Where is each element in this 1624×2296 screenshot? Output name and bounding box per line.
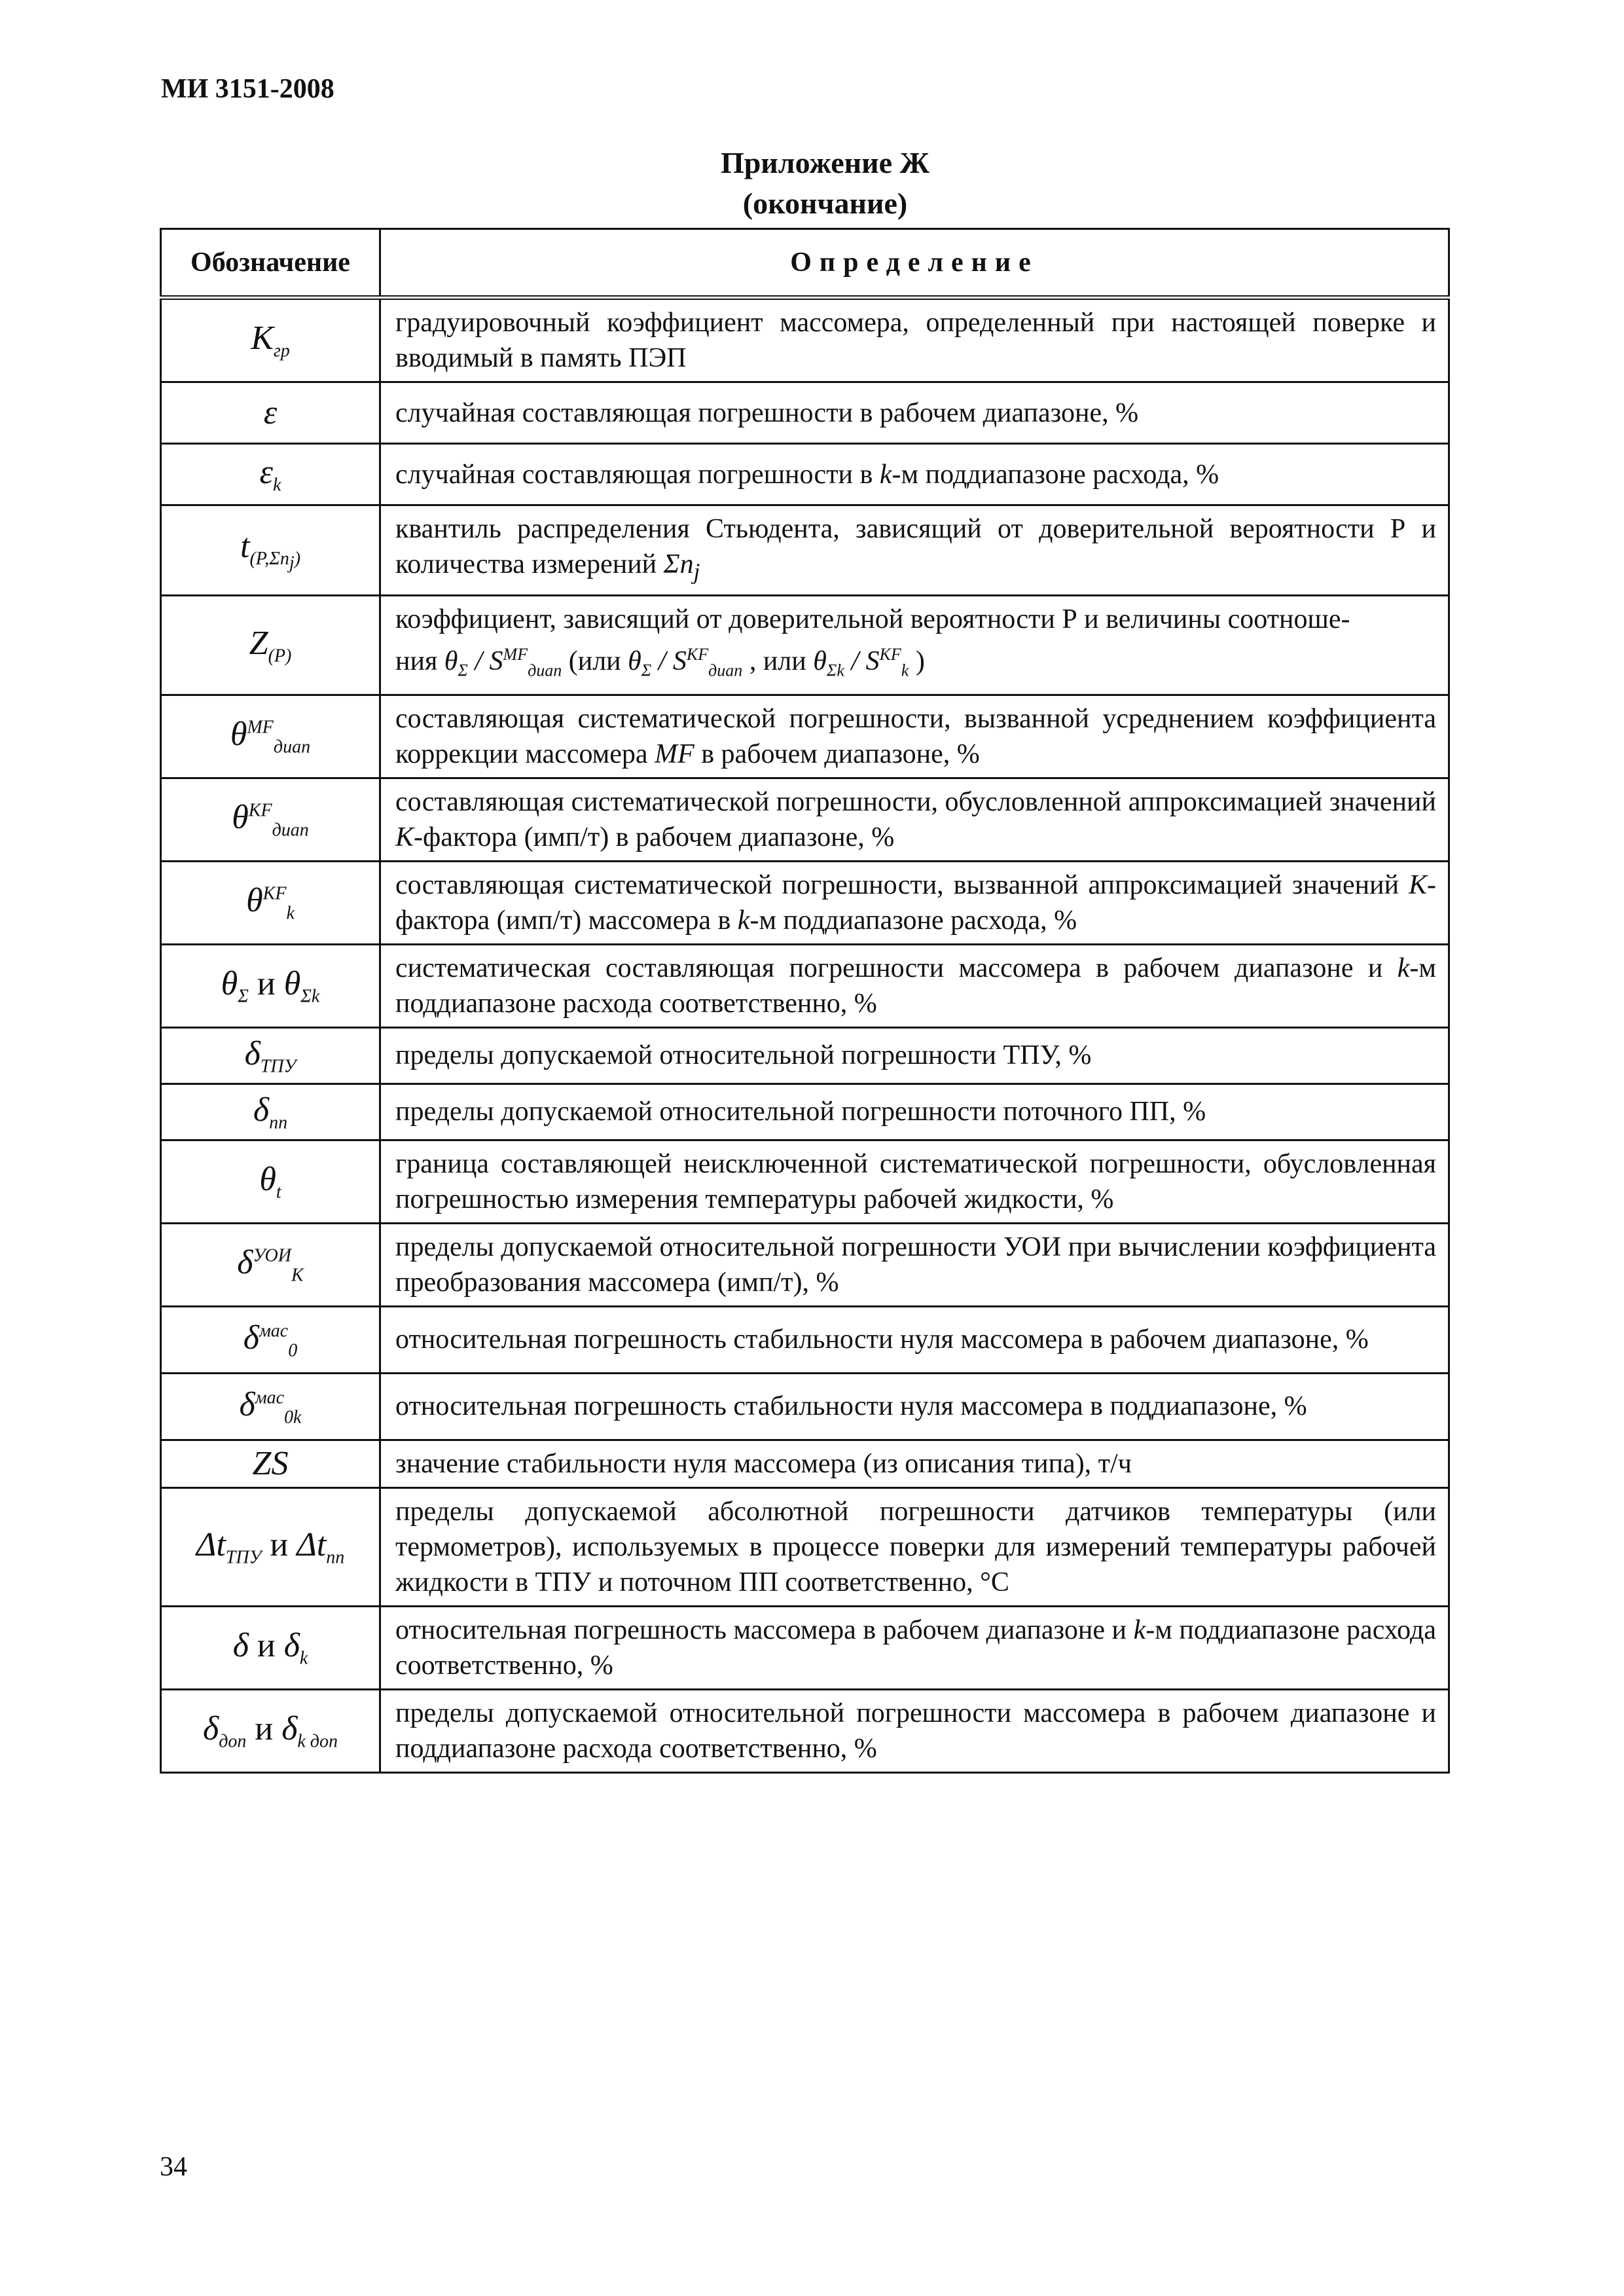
appendix-title [0, 143, 1624, 224]
page-number: 34 [160, 2152, 187, 2182]
table-row [161, 596, 1449, 695]
definition-cell: составляющая систематической погрешности, вызванной усреднением коэффициента коррекции массомера MF в рабочем диапазоне, % [380, 695, 1449, 778]
symbol-cell: $\delta_{ТПУ}$ [161, 1027, 380, 1084]
table-row [161, 298, 1449, 382]
definition-cell: пределы допускаемой относительной погрешности ТПУ, % [380, 1027, 1449, 1084]
table-row [161, 505, 1449, 596]
symbol-cell: $\theta^{KF}_k$ [161, 861, 380, 944]
definition-cell: граница составляющей неисключенной систематической погрешности, обусловленная погрешностью измерения температуры рабочей жидкости, % [380, 1140, 1449, 1223]
table-header-row [161, 229, 1449, 298]
symbol-cell: $\theta_\Sigma$ и $\theta_{\Sigma k}$ [161, 944, 380, 1027]
definition-line1: коэффициент, зависящий от доверительной вероятности Р и величины соотноше- [395, 604, 1350, 635]
table-row [161, 944, 1449, 1027]
symbol-cell: δ и $\delta_k$ [161, 1606, 380, 1689]
table-row [161, 1140, 1449, 1223]
table-row [161, 1440, 1449, 1487]
definition-cell: пределы допускаемой абсолютной погрешности датчиков температуры (или термометров), используемых в процессе поверки для измерений температуры рабочей жидкости в ТПУ и поточном ПП соответственно, °С [380, 1487, 1449, 1606]
table-row [161, 444, 1449, 505]
definition-cell: значение стабильности нуля массомера (из описания типа), т/ч [380, 1440, 1449, 1487]
table-row [161, 861, 1449, 944]
symbol-cell: $\delta_{доп}$ и $\delta_{k доп}$ [161, 1689, 380, 1772]
table-row [161, 1084, 1449, 1140]
table-row [161, 382, 1449, 444]
symbol-cell: ε [161, 382, 380, 444]
table-row [161, 778, 1449, 861]
symbol-cell: ZS [161, 1440, 380, 1487]
symbol-cell: $\theta_t$ [161, 1140, 380, 1223]
table-row [161, 1373, 1449, 1440]
symbol-cell: $\delta^{УОИ}_K$ [161, 1223, 380, 1306]
definition-cell: пределы допускаемой относительной погрешности УОИ при вычислении коэффициента преобразования массомера (имп/т), % [380, 1223, 1449, 1306]
symbol-cell: $Z_{(P)}$ [161, 596, 380, 695]
symbol-cell: $\varepsilon_k$ [161, 444, 380, 505]
definition-cell: пределы допускаемой относительной погрешности поточного ПП, % [380, 1084, 1449, 1140]
column-header-definition: Определение [380, 229, 1449, 298]
definition-cell: составляющая систематической погрешности, обусловленной аппроксимацией значений K-фактора (имп/т) в рабочем диапазоне, % [380, 778, 1449, 861]
symbol-cell: $\delta^{мас}_{0k}$ [161, 1373, 380, 1440]
definition-cell: случайная составляющая погрешности в k-м поддиапазоне расхода, % [380, 444, 1449, 505]
definition-cell: случайная составляющая погрешности в рабочем диапазоне, % [380, 382, 1449, 444]
symbol-cell: $\theta^{KF}_{диап}$ [161, 778, 380, 861]
definition-cell: относительная погрешность стабильности нуля массомера в поддиапазоне, % [380, 1373, 1449, 1440]
definition-cell: пределы допускаемой относительной погрешности массомера в рабочем диапазоне и поддиапазоне расхода соответственно, % [380, 1689, 1449, 1772]
symbol-cell: $t_{(P,\Sigma n_j)}$ [161, 505, 380, 596]
column-header-symbol: Обозначение [161, 229, 380, 298]
table-row [161, 1027, 1449, 1084]
table-row [161, 1223, 1449, 1306]
symbol-cell: $\delta_{пп}$ [161, 1084, 380, 1140]
symbol-cell: $\delta^{мас}_0$ [161, 1306, 380, 1373]
table-row [161, 695, 1449, 778]
symbols-table [160, 228, 1450, 1774]
definition-cell: относительная погрешность массомера в рабочем диапазоне и k-м поддиапазоне расхода соответственно, % [380, 1606, 1449, 1689]
table-row [161, 1689, 1449, 1772]
symbol-cell: $K_{гр}$ [161, 298, 380, 382]
definition-cell: относительная погрешность стабильности нуля массомера в рабочем диапазоне, % [380, 1306, 1449, 1373]
symbol-cell: $\Delta t_{ТПУ}$ и $\Delta t_{пп}$ [161, 1487, 380, 1606]
definition-cell: коэффициент, зависящий от доверительной вероятности Р и величины соотноше- ния $\theta_\Sigma / S^{MF}_{диап}$ (или $\theta_\Sigma / S^{KF}_{диап}$ , или $\theta_{\Sigma k} / S^{KF}_k$ ) [380, 596, 1449, 695]
table-row [161, 1606, 1449, 1689]
symbol-cell: $\theta^{MF}_{диап}$ [161, 695, 380, 778]
document-code: МИ 3151-2008 [161, 74, 334, 104]
definition-cell: градуировочный коэффициент массомера, определенный при настоящей поверке и вводимый в память ПЭП [380, 298, 1449, 382]
definition-cell: квантиль распределения Стьюдента, зависящий от доверительной вероятности Р и количества измерений $\Sigma n_j$ [380, 505, 1449, 596]
definition-cell: систематическая составляющая погрешности массомера в рабочем диапазоне и k-м поддиапазоне расхода соответственно, % [380, 944, 1449, 1027]
table-row [161, 1306, 1449, 1373]
appendix-title-line2: (окончание) [742, 187, 908, 220]
definition-cell: составляющая систематической погрешности, вызванной аппроксимацией значений K-фактора (имп/т) массомера в k-м поддиапазоне расхода, % [380, 861, 1449, 944]
table-row [161, 1487, 1449, 1606]
appendix-title-line1: Приложение Ж [720, 146, 930, 179]
